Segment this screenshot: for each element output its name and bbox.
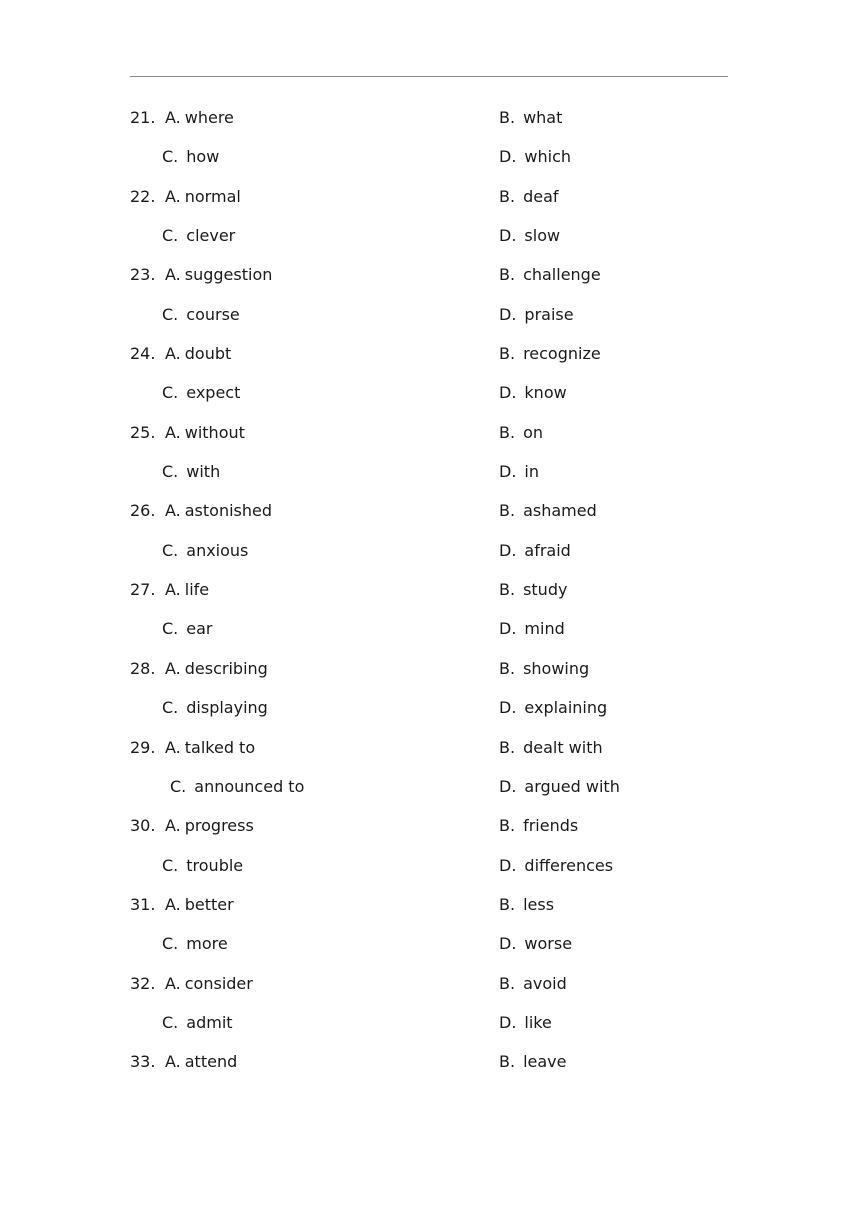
option-letter: A. (165, 501, 181, 521)
option-a (130, 964, 253, 1003)
option-letter: C. (170, 776, 187, 796)
question-row-cd (0, 767, 860, 806)
question-number: 31. (130, 894, 156, 914)
question-number: 22. (130, 186, 156, 206)
option-letter: B. (499, 658, 516, 678)
question-row-ab (0, 1042, 860, 1081)
option-c (162, 846, 243, 885)
option-text: normal (184, 186, 241, 206)
option-b (499, 649, 589, 688)
option-d (499, 688, 607, 727)
option-letter: D. (499, 304, 517, 324)
option-c (170, 767, 304, 806)
option-letter: A. (165, 265, 181, 285)
option-d (499, 1003, 552, 1042)
option-text: describing (184, 658, 268, 678)
option-letter: D. (499, 776, 517, 796)
option-letter: D. (499, 619, 517, 639)
option-letter: D. (499, 147, 517, 167)
option-b (499, 413, 543, 452)
option-letter: B. (499, 737, 516, 757)
option-text: ear (186, 619, 213, 639)
option-letter: B. (499, 186, 516, 206)
option-text: life (184, 580, 210, 600)
question-number: 29. (130, 737, 156, 757)
question-number: 24. (130, 344, 156, 364)
question-row-ab (0, 885, 860, 924)
question-number: 23. (130, 265, 156, 285)
option-a (130, 649, 268, 688)
option-d (499, 216, 560, 255)
question-row-ab (0, 964, 860, 1003)
question-row-cd (0, 924, 860, 963)
option-letter: D. (499, 855, 517, 875)
option-letter: C. (162, 619, 179, 639)
question-row-cd (0, 137, 860, 176)
option-letter: B. (499, 1052, 516, 1072)
option-b (499, 728, 603, 767)
option-text: challenge (523, 265, 601, 285)
option-letter: A. (165, 1052, 181, 1072)
option-text: dealt with (523, 737, 603, 757)
question-number: 27. (130, 580, 156, 600)
option-text: progress (184, 816, 254, 836)
option-letter: B. (499, 108, 516, 127)
option-letter: C. (162, 147, 179, 167)
option-b (499, 334, 601, 373)
question-row-ab (0, 570, 860, 609)
option-text: announced to (194, 776, 305, 796)
option-d (499, 295, 574, 334)
option-c (162, 216, 235, 255)
option-b (499, 255, 601, 294)
option-c (162, 295, 240, 334)
question-row-ab (0, 177, 860, 216)
option-letter: B. (499, 973, 516, 993)
option-letter: C. (162, 1012, 179, 1032)
option-text: mind (524, 619, 565, 639)
option-a (130, 885, 234, 924)
option-text: deaf (523, 186, 559, 206)
option-text: where (184, 108, 234, 127)
option-letter: A. (165, 737, 181, 757)
option-c (162, 924, 228, 963)
option-c (162, 1003, 233, 1042)
option-b (499, 806, 578, 845)
question-number: 28. (130, 658, 156, 678)
option-d (499, 609, 565, 648)
option-text: admit (186, 1012, 233, 1032)
option-letter: D. (499, 540, 517, 560)
option-text: without (184, 422, 245, 442)
option-b (499, 491, 597, 530)
question-row-ab (0, 98, 860, 137)
question-row-cd (0, 846, 860, 885)
option-c (162, 452, 220, 491)
option-text: leave (523, 1052, 567, 1072)
option-c (162, 373, 240, 412)
option-letter: A. (165, 186, 181, 206)
option-text: course (186, 304, 240, 324)
option-d (499, 846, 613, 885)
option-letter: D. (499, 698, 517, 718)
option-text: afraid (524, 540, 571, 560)
option-text: consider (184, 973, 253, 993)
option-letter: A. (165, 422, 181, 442)
option-a (130, 806, 254, 845)
question-row-ab (0, 255, 860, 294)
option-a (130, 255, 272, 294)
option-c (162, 531, 248, 570)
option-letter: A. (165, 973, 181, 993)
question-row-cd (0, 688, 860, 727)
option-letter: C. (162, 383, 179, 403)
option-text: like (524, 1012, 552, 1032)
question-row-cd (0, 1003, 860, 1042)
option-letter: B. (499, 501, 516, 521)
option-b (499, 98, 562, 137)
option-text: slow (524, 226, 561, 246)
option-text: with (186, 462, 221, 482)
option-d (499, 452, 539, 491)
question-number: 33. (130, 1052, 156, 1072)
option-text: better (184, 894, 234, 914)
question-row-cd (0, 295, 860, 334)
question-number: 30. (130, 816, 156, 836)
option-text: worse (524, 934, 573, 954)
option-text: more (186, 934, 228, 954)
option-text: praise (524, 304, 574, 324)
option-letter: D. (499, 1012, 517, 1032)
option-text: anxious (186, 540, 249, 560)
option-letter: C. (162, 226, 179, 246)
option-text: explaining (524, 698, 608, 718)
option-text: recognize (523, 344, 601, 364)
header-rule (130, 76, 728, 77)
option-a (130, 491, 272, 530)
option-text: astonished (184, 501, 273, 521)
option-a (130, 334, 231, 373)
option-text: study (523, 580, 568, 600)
option-text: in (524, 462, 539, 482)
question-number: 21. (130, 108, 156, 127)
option-letter: B. (499, 344, 516, 364)
option-text: ashamed (523, 501, 597, 521)
option-b (499, 1042, 566, 1081)
question-row-cd (0, 216, 860, 255)
option-letter: C. (162, 540, 179, 560)
option-letter: B. (499, 894, 516, 914)
option-letter: B. (499, 265, 516, 285)
question-row-ab (0, 649, 860, 688)
question-number: 25. (130, 422, 156, 442)
option-a (130, 570, 209, 609)
option-letter: C. (162, 855, 179, 875)
option-letter: C. (162, 462, 179, 482)
option-text: which (524, 147, 572, 167)
option-letter: A. (165, 658, 181, 678)
option-text: avoid (523, 973, 567, 993)
option-text: differences (524, 855, 614, 875)
option-a (130, 413, 245, 452)
option-letter: C. (162, 304, 179, 324)
option-c (162, 609, 213, 648)
option-letter: A. (165, 344, 181, 364)
option-b (499, 177, 559, 216)
option-b (499, 885, 554, 924)
option-text: attend (184, 1052, 238, 1072)
option-letter: C. (162, 698, 179, 718)
option-c (162, 688, 268, 727)
option-text: trouble (186, 855, 244, 875)
question-number: 32. (130, 973, 156, 993)
option-letter: B. (499, 422, 516, 442)
option-text: expect (186, 383, 241, 403)
question-row-cd (0, 452, 860, 491)
option-letter: A. (165, 108, 181, 127)
option-b (499, 570, 567, 609)
question-row-cd (0, 609, 860, 648)
option-text: what (523, 108, 563, 127)
option-text: clever (186, 226, 236, 246)
question-row-cd (0, 531, 860, 570)
question-row-ab (0, 491, 860, 530)
option-a (130, 98, 234, 137)
option-text: suggestion (184, 265, 273, 285)
option-text: on (523, 422, 543, 442)
option-text: showing (523, 658, 590, 678)
question-row-ab (0, 413, 860, 452)
option-a (130, 1042, 237, 1081)
question-row-cd (0, 373, 860, 412)
option-text: friends (523, 816, 579, 836)
question-row-ab (0, 806, 860, 845)
option-letter: B. (499, 816, 516, 836)
option-d (499, 924, 572, 963)
question-list (0, 98, 860, 1082)
question-number: 26. (130, 501, 156, 521)
option-letter: A. (165, 580, 181, 600)
option-c (162, 137, 219, 176)
option-letter: D. (499, 462, 517, 482)
option-d (499, 767, 620, 806)
question-row-ab (0, 728, 860, 767)
option-b (499, 964, 567, 1003)
option-text: argued with (524, 776, 620, 796)
option-text: less (523, 894, 555, 914)
option-d (499, 531, 571, 570)
option-a (130, 728, 255, 767)
option-d (499, 373, 567, 412)
option-text: know (524, 383, 567, 403)
option-d (499, 137, 571, 176)
option-a (130, 177, 241, 216)
option-text: displaying (186, 698, 268, 718)
option-letter: D. (499, 226, 517, 246)
option-text: doubt (184, 344, 232, 364)
option-letter: C. (162, 934, 179, 954)
question-row-ab (0, 334, 860, 373)
option-letter: D. (499, 383, 517, 403)
option-letter: D. (499, 934, 517, 954)
option-letter: B. (499, 580, 516, 600)
option-text: how (186, 147, 220, 167)
option-letter: A. (165, 894, 181, 914)
option-text: talked to (184, 737, 256, 757)
option-letter: A. (165, 816, 181, 836)
